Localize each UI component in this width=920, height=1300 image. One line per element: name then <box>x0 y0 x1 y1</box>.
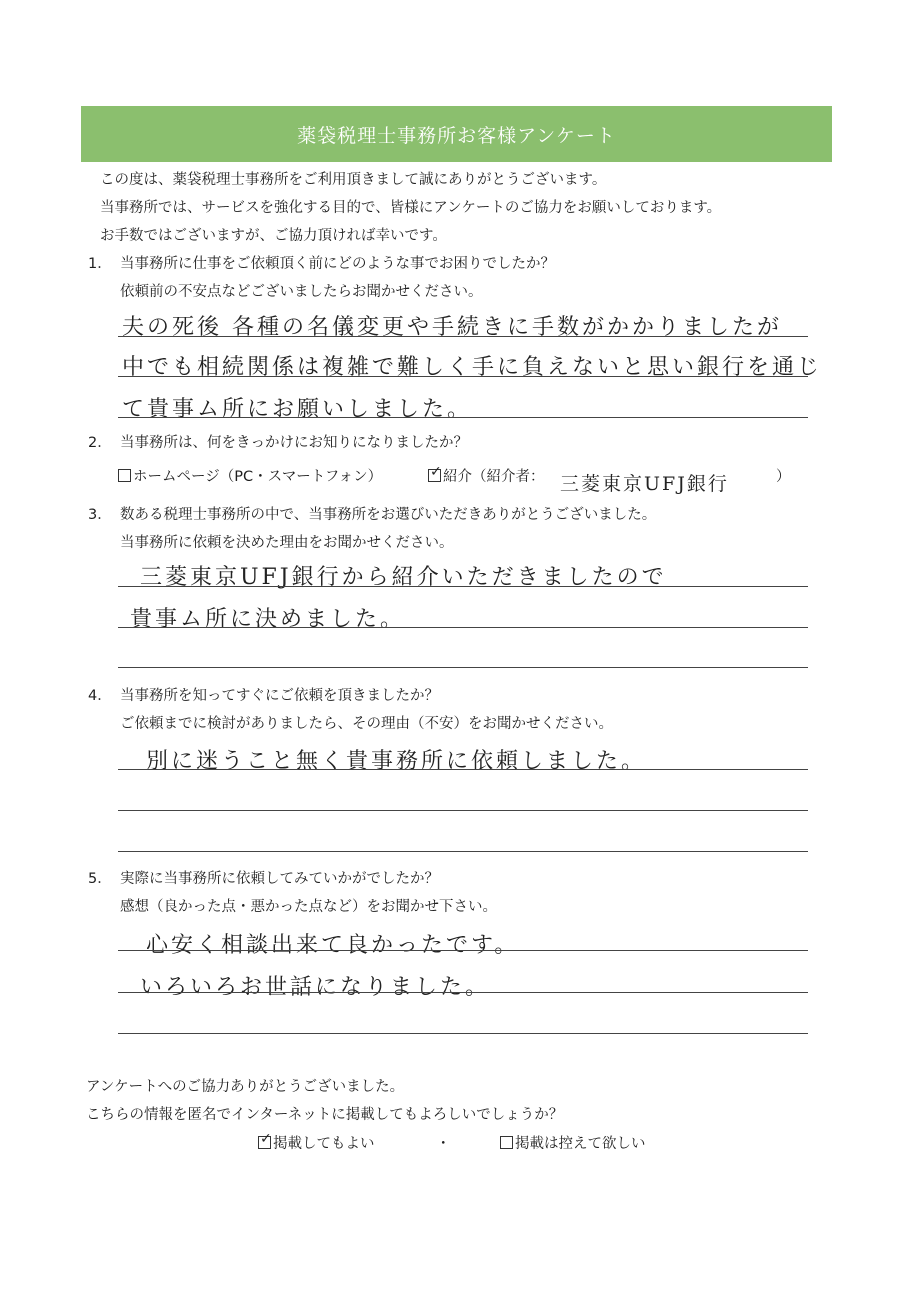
footer-option-yes[interactable] <box>258 1131 375 1154</box>
publish-no-checkbox[interactable] <box>500 1136 513 1149</box>
q4-rule-1 <box>118 769 808 770</box>
check-icon: ✓ <box>260 1131 272 1147</box>
homepage-checkbox[interactable] <box>118 469 131 482</box>
q4-rule-2 <box>118 810 808 811</box>
q5-rule-2 <box>118 992 808 993</box>
q5-answer-2: いろいろお世話になりました。 <box>140 975 491 1000</box>
referral-checkbox[interactable] <box>428 464 442 482</box>
intro-line-3: お手数ではございますが、ご協力頂ければ幸いです。 <box>100 228 447 244</box>
intro-line-2: 当事務所では、サービスを強化する目的で、皆様にアンケートのご協力をお願いしております。 <box>100 200 722 216</box>
q3-rule-1 <box>118 586 808 587</box>
survey-header <box>81 106 832 162</box>
q3-number: 3． <box>88 507 112 523</box>
homepage-label: ホームページ（PC・スマートフォン） <box>133 469 383 485</box>
q1-rule-3 <box>118 417 808 418</box>
q2-option-homepage[interactable] <box>118 467 382 487</box>
q4-sub: ご依頼までに検討がありましたら、その理由（不安）をお聞かせください。 <box>120 716 613 732</box>
q4-rule-3 <box>118 851 808 852</box>
q3-answer-1: 三菱東京UFJ銀行から紹介いただきましたので <box>140 565 667 590</box>
q4-number: 4． <box>88 688 112 704</box>
q3-sub: 当事務所に依頼を決めた理由をお聞かせください。 <box>120 535 454 551</box>
publish-yes-checkbox[interactable] <box>258 1131 272 1149</box>
q1-answer-1: 夫の死後 各種の名儀変更や手続きに手数がかかりましたが <box>122 315 782 340</box>
footer-thanks: アンケートへのご協力ありがとうございました。 <box>86 1079 405 1095</box>
q3-rule-2 <box>118 627 808 628</box>
q4-answer-1: 別に迷うこと無く貴事務所に依頼しました。 <box>146 749 647 774</box>
check-icon: ✓ <box>430 464 442 480</box>
q1-number: 1． <box>88 256 112 272</box>
q1-sub: 依頼前の不安点などございましたらお聞かせください。 <box>120 284 483 300</box>
q1-answer-3: て貴事ム所にお願いしました。 <box>122 397 473 422</box>
q5-rule-3 <box>118 1033 808 1034</box>
q3-answer-2: 貴事ム所に決めました。 <box>130 607 406 632</box>
q1-question: 当事務所に仕事をご依頼頂く前にどのような事でお困りでしたか？ <box>120 256 555 272</box>
q5-question: 実際に当事務所に依頼してみていかがでしたか？ <box>120 871 439 887</box>
q2-number: 2． <box>88 435 112 451</box>
q1-rule-2 <box>118 376 808 377</box>
survey-title: 薬袋税理士事務所お客様アンケート <box>297 124 616 147</box>
intro-line-1: この度は、薬袋税理士事務所をご利用頂きまして誠にありがとうございます。 <box>100 172 607 188</box>
q5-rule-1 <box>118 950 808 951</box>
footer-question: こちらの情報を匿名でインターネットに掲載してもよろしいでしょうか？ <box>86 1107 564 1123</box>
q2-option-referral[interactable] <box>428 464 545 487</box>
q4-question: 当事務所を知ってすぐにご依頼を頂きましたか？ <box>120 688 439 704</box>
referral-label: 紹介（紹介者： <box>443 469 545 485</box>
publish-yes-label: 掲載してもよい <box>273 1136 375 1152</box>
q1-rule-1 <box>118 336 808 337</box>
q5-answer-1: 心安く相談出来て良かったです。 <box>146 933 520 958</box>
q2-question: 当事務所は、何をきっかけにお知りになりましたか？ <box>120 435 468 451</box>
q3-question: 数ある税理士事務所の中で、当事務所をお選びいただきありがとうございました。 <box>120 507 657 523</box>
publish-no-label: 掲載は控えて欲しい <box>515 1136 646 1152</box>
q1-answer-2: 中でも相続関係は複雑で難しく手に負えないと思い銀行を通じ <box>122 355 823 380</box>
q2-close-paren: ） <box>776 469 791 485</box>
q5-number: 5． <box>88 871 112 887</box>
q5-sub: 感想（良かった点・悪かった点など）をお聞かせ下さい。 <box>120 899 497 915</box>
q2-referrer: 三菱東京UFJ銀行 <box>560 473 729 495</box>
footer-option-no[interactable] <box>500 1134 646 1154</box>
footer-separator: ・ <box>436 1136 451 1152</box>
q3-rule-3 <box>118 667 808 668</box>
